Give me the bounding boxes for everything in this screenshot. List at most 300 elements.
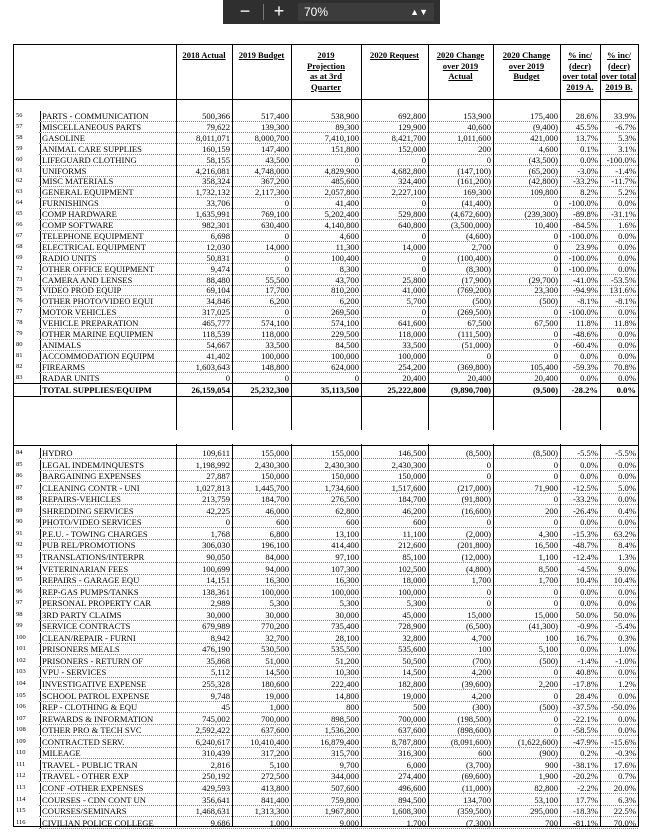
row-number: 84 [16, 449, 23, 456]
cell-2019-budget: 43,500 [265, 155, 289, 165]
table-row [14, 296, 638, 306]
cell-2019-projection: 485,600 [331, 176, 359, 186]
cell-2018-actual: 58,155 [206, 155, 230, 165]
cell-change-actual: 2,700 [471, 242, 491, 252]
cell-change-actual: (7,300) [465, 818, 491, 828]
cell-2020-request: 1,700 [406, 818, 426, 828]
cell-change-budget: 0 [553, 198, 558, 208]
row-number: 61 [16, 167, 23, 174]
cell-change-actual: (4,600) [465, 231, 491, 241]
cell-pct-actual: -17.8% [572, 679, 598, 689]
cell-2018-actual: 0 [225, 373, 230, 383]
table-row [14, 656, 638, 666]
cell-change-actual: 0 [486, 587, 491, 597]
cell-change-budget: 8,500 [538, 564, 558, 574]
cell-2019-budget: 25,232,300 [250, 385, 289, 395]
row-number: 77 [16, 308, 23, 315]
cell-pct-budget: -53.5% [610, 275, 636, 285]
cell-change-actual: 40,600 [467, 122, 491, 132]
row-label: MILEAGE [40, 748, 176, 758]
cell-2019-budget: 55,500 [265, 275, 289, 285]
zoom-select[interactable] [298, 3, 434, 21]
cell-change-actual: 100 [478, 644, 491, 654]
h-2019-projection: 2019 Projection as at 3rd Quarter [306, 50, 346, 92]
cell-2019-budget: 2,430,300 [254, 460, 289, 470]
cell-pct-budget: -100.0% [606, 155, 636, 165]
cell-pct-actual: -41.0% [572, 275, 598, 285]
cell-pct-actual: -81.1% [572, 818, 598, 828]
cell-2020-request: 1,608,300 [391, 806, 426, 816]
table-row [14, 242, 638, 252]
cell-2019-projection: 2,430,300 [324, 460, 359, 470]
row-label: VETERINARIAN FEES [40, 564, 176, 574]
cell-2020-request: 85,100 [402, 552, 426, 562]
row-number: 65 [16, 210, 23, 217]
cell-pct-budget: -5.4% [615, 621, 636, 631]
cell-pct-actual: -58.5% [572, 725, 598, 735]
cell-change-budget: 0 [553, 691, 558, 701]
row-label: MISCELLANEOUS PARTS [40, 122, 176, 132]
cell-pct-actual: 10.4% [575, 575, 598, 585]
cell-2019-projection: 810,200 [331, 285, 359, 295]
cell-change-actual: (4,800) [465, 564, 491, 574]
cell-pct-actual: -100.0% [568, 198, 598, 208]
cell-pct-budget: 70.0% [613, 818, 636, 828]
cell-2019-projection: 624,000 [331, 362, 359, 372]
row-label: SCHOOL PATROL EXPENSE [40, 691, 176, 701]
row-number: 57 [16, 123, 23, 130]
table-row [14, 133, 638, 143]
row-number: 109 [16, 738, 26, 745]
cell-pct-budget: -1.4% [615, 166, 636, 176]
cell-2019-projection: 35,113,500 [320, 385, 359, 395]
cell-change-budget: 0 [553, 329, 558, 339]
row-label: RADIO UNITS [40, 253, 176, 263]
cell-change-actual: 4,200 [471, 691, 491, 701]
cell-2019-budget: 51,000 [265, 656, 289, 666]
cell-2020-request: 500 [413, 702, 426, 712]
zoom-out-button[interactable]: − [239, 1, 251, 21]
cell-2020-request: 0 [421, 198, 426, 208]
budget-document [13, 44, 639, 827]
cell-2019-projection: 100,000 [331, 351, 359, 361]
cell-change-budget: 0 [553, 471, 558, 481]
row-label: COMP SOFTWARE [40, 220, 176, 230]
cell-change-actual: 0 [486, 517, 491, 527]
row-label: PRISONERS MEALS [40, 644, 176, 654]
cell-2019-projection: 62,800 [335, 506, 359, 516]
cell-2019-budget: 630,400 [261, 220, 289, 230]
cell-pct-actual: -89.8% [572, 209, 598, 219]
cell-pct-budget: 0.0% [618, 587, 636, 597]
row-number: 96 [16, 588, 23, 595]
cell-pct-budget: 33.9% [613, 111, 636, 121]
table-row [14, 748, 638, 758]
cell-change-budget: 23,300 [534, 285, 558, 295]
cell-change-actual: 1,011,600 [456, 133, 491, 143]
row-number: 91 [16, 530, 23, 537]
cell-2019-projection: 4,829,900 [324, 166, 359, 176]
cell-change-actual: (769,200) [457, 285, 491, 295]
cell-pct-actual: -8.1% [577, 296, 598, 306]
row-label: 3RD PARTY CLAIMS [40, 610, 176, 620]
cell-change-budget: 0 [553, 517, 558, 527]
cell-2018-actual: 9,686 [210, 818, 230, 828]
row-number: 90 [16, 518, 23, 525]
row-divider [39, 828, 638, 829]
cell-change-actual: (198,500) [457, 714, 491, 724]
table-row [14, 540, 638, 550]
cell-change-budget: 200 [545, 506, 558, 516]
cell-change-actual: 1,700 [471, 575, 491, 585]
table-row [14, 725, 638, 735]
cell-2018-actual: 5,112 [210, 667, 230, 677]
row-divider [39, 781, 638, 782]
cell-2019-projection: 5,202,400 [324, 209, 359, 219]
cell-2019-projection: 1,967,800 [324, 806, 359, 816]
table-row [14, 318, 638, 328]
cell-2019-budget: 1,000 [269, 818, 289, 828]
table-row [14, 198, 638, 208]
row-label: UNIFORMS [40, 166, 176, 176]
cell-2019-projection: 7,410,100 [324, 133, 359, 143]
column-divider [232, 45, 233, 430]
cell-2018-actual: 2,592,422 [195, 725, 230, 735]
cell-change-budget: (500) [539, 656, 558, 666]
cell-pct-actual: -100.0% [568, 231, 598, 241]
cell-pct-actual: -100.0% [568, 264, 598, 274]
cell-pct-budget: 5.2% [618, 187, 636, 197]
cell-2020-request: 324,400 [398, 176, 426, 186]
cell-2020-request: 0 [421, 231, 426, 241]
header-separator [14, 99, 638, 100]
cell-pct-budget: 0.0% [618, 494, 636, 504]
cell-pct-budget: 0.0% [618, 471, 636, 481]
row-number: 63 [16, 188, 23, 195]
cell-2018-actual: 1,603,643 [195, 362, 230, 372]
table-row [14, 122, 638, 132]
cell-pct-budget: 0.0% [618, 714, 636, 724]
cell-pct-budget: 0.0% [618, 231, 636, 241]
cell-pct-budget: 0.0% [618, 329, 636, 339]
cell-2019-projection: 8,300 [339, 264, 359, 274]
cell-pct-actual: 23.9% [575, 242, 598, 252]
cell-pct-actual: -12.5% [572, 483, 598, 493]
column-divider [493, 45, 494, 430]
cell-change-actual: 169,300 [463, 187, 491, 197]
table-row [14, 737, 638, 747]
row-label: LEGAL INDEM/INQUESTS [40, 460, 176, 470]
row-divider [39, 504, 638, 505]
row-number: 100 [16, 634, 26, 641]
cell-change-budget: 0 [553, 460, 558, 470]
cell-2018-actual: 50,831 [206, 253, 230, 263]
h-change-budget: 2020 Change over 2019 Budget [502, 50, 551, 81]
row-number: 95 [16, 576, 23, 583]
cell-change-actual: 4,700 [471, 633, 491, 643]
cell-2018-actual: 100,699 [202, 564, 230, 574]
cell-pct-budget: 17.6% [613, 760, 636, 770]
cell-change-budget: 109,800 [530, 187, 558, 197]
cell-2019-budget: 100,000 [261, 587, 289, 597]
cell-pct-budget: 0.0% [618, 307, 636, 317]
total-separator [14, 396, 638, 397]
zoom-in-button[interactable]: + [273, 1, 285, 21]
row-label: CAMERA AND LENSES [40, 275, 176, 285]
row-number: 106 [16, 703, 26, 710]
table-row [14, 552, 638, 562]
cell-2020-request: 184,700 [398, 494, 426, 504]
cell-pct-actual: -33.2% [572, 494, 598, 504]
cell-pct-budget: 22.5% [613, 806, 636, 816]
row-label: TRAVEL - OTHER EXP [40, 771, 176, 781]
row-number: 103 [16, 668, 26, 675]
row-number: 60 [16, 156, 23, 163]
cell-pct-actual: 0.0% [580, 598, 598, 608]
cell-change-budget: (239,300) [524, 209, 558, 219]
cell-2019-budget: 6,200 [269, 296, 289, 306]
cell-change-budget: 0 [553, 264, 558, 274]
row-label: INVESTIGATIVE EXPENSE [40, 679, 176, 689]
cell-2019-projection: 574,100 [331, 318, 359, 328]
cell-2019-projection: 9,700 [339, 760, 359, 770]
row-label: OTHER MARINE EQUIPMEN [40, 329, 176, 339]
cell-2019-projection: 151,800 [331, 144, 359, 154]
cell-pct-actual: -48.7% [572, 540, 598, 550]
table-row [14, 714, 638, 724]
cell-pct-actual: 17.7% [575, 795, 598, 805]
row-divider [39, 562, 638, 563]
cell-change-budget: 0 [553, 494, 558, 504]
row-divider [39, 793, 638, 794]
cell-pct-budget: 11.8% [614, 318, 636, 328]
cell-2020-request: 274,400 [398, 771, 426, 781]
row-number: 56 [16, 112, 23, 119]
cell-2020-request: 102,500 [398, 564, 426, 574]
cell-2019-projection: 84,500 [335, 340, 359, 350]
cell-change-actual: (11,000) [461, 783, 491, 793]
cell-2018-actual: 160,159 [202, 144, 230, 154]
cell-pct-actual: -47.9% [572, 737, 598, 747]
row-number: 99 [16, 622, 23, 629]
cell-2020-request: 25,222,800 [387, 385, 426, 395]
column-divider [428, 45, 429, 430]
cell-2020-request: 496,600 [398, 783, 426, 793]
cell-2018-actual: 2,989 [210, 598, 230, 608]
cell-change-actual: (898,600) [457, 725, 491, 735]
table-row [14, 483, 638, 493]
row-label: SHREDDING SERVICES [40, 506, 176, 516]
cell-2020-request: 25,800 [402, 275, 426, 285]
cell-2018-actual: 982,301 [202, 220, 230, 230]
cell-2019-budget: 10,410,400 [250, 737, 289, 747]
cell-pct-actual: -26.4% [572, 506, 598, 516]
cell-change-actual: (4,672,600) [450, 209, 491, 219]
row-number: 112 [16, 772, 26, 779]
cell-2019-budget: 517,400 [261, 111, 289, 121]
h-pct-budget: % inc/ (decr) over total 2019 B. [601, 50, 637, 92]
cell-2019-budget: 14,500 [265, 667, 289, 677]
cell-2019-budget: 0 [284, 307, 289, 317]
cell-2018-actual: 42,225 [206, 506, 230, 516]
cell-2018-actual: 27,887 [206, 471, 230, 481]
cell-2019-budget: 700,000 [261, 714, 289, 724]
cell-change-budget: 0 [553, 725, 558, 735]
row-divider [39, 654, 638, 655]
cell-change-actual: (6,500) [465, 621, 491, 631]
cell-pct-budget: 1.0% [618, 644, 636, 654]
cell-change-budget: 10,400 [534, 220, 558, 230]
cell-2019-budget: 769,100 [261, 209, 289, 219]
cell-pct-budget: 0.0% [618, 253, 636, 263]
cell-2019-budget: 196,100 [261, 540, 289, 550]
row-number: 66 [16, 221, 23, 228]
cell-2020-request: 41,000 [402, 285, 426, 295]
cell-change-actual: (12,000) [461, 552, 491, 562]
cell-change-budget: 15,000 [534, 610, 558, 620]
cell-pct-budget: -5.5% [615, 448, 636, 458]
cell-pct-actual: -1.4% [577, 656, 598, 666]
row-number: 116 [16, 819, 26, 826]
cell-change-budget: (42,800) [528, 176, 558, 186]
table-row [14, 220, 638, 230]
table-row [14, 155, 638, 165]
row-label: REP-GAS PUMPS/TANKS [40, 587, 176, 597]
row-label: GASOLINE [40, 133, 176, 143]
row-label: CONTRACTED SERV. [40, 737, 176, 747]
cell-2019-projection: 10,300 [335, 667, 359, 677]
cell-2019-projection: 16,300 [335, 575, 359, 585]
cell-change-budget: 175,400 [530, 111, 558, 121]
row-number: 104 [16, 680, 26, 687]
cell-change-actual: (3,500,000) [450, 220, 491, 230]
row-divider [39, 758, 638, 759]
cell-pct-actual: -12.4% [572, 552, 598, 562]
row-label: CONF -OTHER EXPENSES [40, 783, 176, 793]
column-divider [176, 444, 177, 827]
cell-2019-projection: 535,500 [331, 644, 359, 654]
viewer-toolbar [0, 0, 649, 24]
cell-change-budget: 67,500 [534, 318, 558, 328]
cell-change-actual: (700) [472, 656, 491, 666]
cell-pct-actual: 45.5% [575, 122, 598, 132]
row-label: P.E.U. - TOWING CHARGES [40, 529, 176, 539]
row-divider [39, 550, 638, 551]
cell-pct-budget: -8.1% [615, 296, 636, 306]
cell-2020-request: 50,500 [402, 656, 426, 666]
row-label: VEHICLE PREPARATION [40, 318, 176, 328]
cell-2019-budget: 2,117,300 [254, 187, 289, 197]
cell-pct-actual: -48.6% [572, 329, 598, 339]
cell-pct-budget: 3.1% [618, 144, 636, 154]
cell-2019-projection: 2,057,800 [324, 187, 359, 197]
row-number: 94 [16, 565, 23, 572]
row-label: LIFEGUARD CLOTHING [40, 155, 176, 165]
cell-2020-request: 146,500 [398, 448, 426, 458]
cell-2018-actual: 679,989 [202, 621, 230, 631]
cell-2018-actual: 500,366 [202, 111, 230, 121]
cell-2019-budget: 46,000 [265, 506, 289, 516]
cell-2018-actual: 250,192 [202, 771, 230, 781]
cell-change-budget: 0 [553, 598, 558, 608]
cell-change-budget: 295,000 [530, 806, 558, 816]
cell-2020-request: 152,000 [398, 144, 426, 154]
row-number: 114 [16, 796, 26, 803]
cell-2019-projection: 13,100 [335, 529, 359, 539]
cell-2019-budget: 84,000 [265, 552, 289, 562]
cell-2018-actual: 1,468,631 [195, 806, 230, 816]
cell-change-budget: (41,300) [528, 621, 558, 631]
cell-2019-projection: 16,879,400 [320, 737, 359, 747]
row-label: COMP HARDWARE [40, 209, 176, 219]
row-label: VPU - SERVICES [40, 667, 176, 677]
table-row [14, 795, 638, 805]
cell-pct-budget: -11.7% [611, 176, 636, 186]
cell-2019-projection: 276,500 [331, 494, 359, 504]
row-label: VIDEO PROD EQUIP [40, 285, 176, 295]
cell-change-actual: (201,800) [457, 540, 491, 550]
cell-pct-actual: -15.3% [572, 529, 598, 539]
section-separator [14, 445, 638, 446]
table-row [14, 760, 638, 770]
row-label: REWARDS & INFORMATION [40, 714, 176, 724]
table-row [14, 506, 638, 516]
column-divider [428, 444, 429, 827]
table-row [14, 575, 638, 585]
row-label: CLEANING CONTR - UNI [40, 483, 176, 493]
cell-pct-budget: 0.0% [618, 460, 636, 470]
table-row [14, 517, 638, 527]
cell-2019-projection: 14,800 [335, 691, 359, 701]
cell-2019-budget: 139,300 [261, 122, 289, 132]
cell-change-budget: 1,100 [538, 552, 558, 562]
row-label: PUB REL/PROMOTIONS [40, 540, 176, 550]
cell-2019-budget: 413,800 [261, 783, 289, 793]
row-label: CLEAN/REPAIR - FURNI [40, 633, 176, 643]
cell-2020-request: 8,787,800 [391, 737, 426, 747]
cell-change-actual: (8,091,600) [450, 737, 491, 747]
cell-change-actual: (8,300) [465, 264, 491, 274]
row-label: MOTOR VEHICLES [40, 307, 176, 317]
cell-pct-budget: 0.0% [618, 198, 636, 208]
row-divider [39, 689, 638, 690]
cell-2018-actual: 6,240,617 [195, 737, 230, 747]
cell-2019-budget: 148,800 [261, 362, 289, 372]
row-number: 102 [16, 657, 26, 664]
cell-2020-request: 254,200 [398, 362, 426, 372]
cell-change-budget: 20,400 [534, 373, 558, 383]
cell-2018-actual: 12,030 [206, 242, 230, 252]
cell-change-actual: (147,100) [457, 166, 491, 176]
cell-2019-projection: 538,900 [331, 111, 359, 121]
row-label: ACCOMMODATION EQUIPM [40, 351, 176, 361]
cell-2020-request: 33,500 [402, 340, 426, 350]
table-row [14, 373, 638, 383]
cell-change-actual: 0 [486, 351, 491, 361]
row-label: TRANSLATIONS/INTERPR [40, 552, 176, 562]
cell-2019-budget: 530,500 [261, 644, 289, 654]
row-divider [39, 735, 638, 736]
cell-pct-budget: 1.3% [618, 552, 636, 562]
cell-change-actual: 0 [486, 155, 491, 165]
row-number: 93 [16, 553, 23, 560]
cell-change-budget: 0 [553, 667, 558, 677]
cell-2020-request: 0 [421, 307, 426, 317]
cell-2018-actual: 33,706 [206, 198, 230, 208]
table-row [14, 702, 638, 712]
cell-pct-budget: 20.0% [613, 783, 636, 793]
table-row [14, 771, 638, 781]
